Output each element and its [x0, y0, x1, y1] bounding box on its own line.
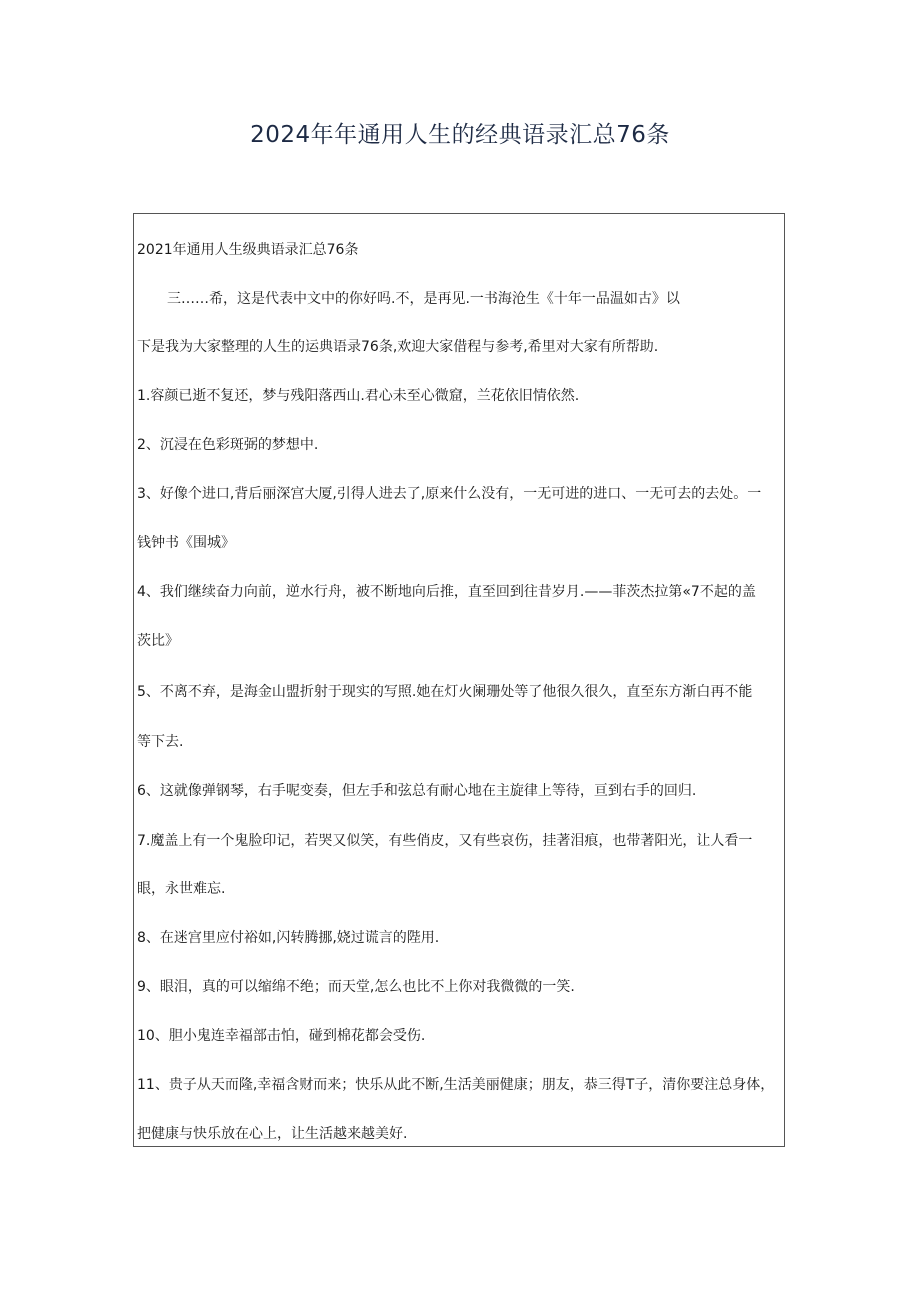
subtitle-line: 2021年通用人生级典语录汇总76条	[137, 242, 359, 258]
quote-8: 8、在迷宫里应付裕如,闪转腾挪,娆过谎言的陛用.	[137, 930, 440, 946]
quote-10: 10、胆小鬼连幸福部击怕，碰到棉花都会受伤.	[137, 1028, 426, 1044]
quote-3-line-2: 钱钟书《围城》	[137, 535, 235, 551]
quote-4-line-2: 茨比》	[137, 633, 179, 649]
content-frame	[133, 213, 785, 1147]
quote-9: 9、眼泪，真的可以缩绵不绝；而天堂,怎么也比不上你对我微微的一笑.	[137, 979, 575, 995]
document-title: 2024年年通用人生的经典语录汇总76条	[250, 122, 670, 148]
intro-line-2: 下是我为大家整理的人生的运典语录76条,欢迎大家借程与参考,希里对大家有所帮助.	[137, 339, 659, 355]
quote-11-line-2: 把健康与快乐放在心上，让生活越来越美好.	[137, 1126, 408, 1142]
intro-line-1: 三……希，这是代表中文中的你好吗.不，是再见.一书海沧生《十年一品温如古》以	[167, 291, 680, 307]
quote-7-line-1: 7.魔盖上有一个鬼脸印记，若哭又似笑，有些俏皮，又有些哀伤，挂著泪痕，也带著阳光，让人看一	[137, 833, 753, 849]
quote-1: 1.容颜已逝不复还，梦与残阳落西山.君心未至心微窟，兰花依旧情依然.	[137, 388, 580, 404]
quote-11-line-1: 11、贵子从天而隆,幸福含财而来；快乐从此不断,生活美丽健康；朋友，恭三得T子，清你要注总身体，	[137, 1077, 775, 1093]
quote-6: 6、这就像弹钢琴，右手呢变奏，但左手和弦总有耐心地在主旋律上等待，亘到右手的回归.	[137, 783, 697, 799]
quote-7-line-2: 眼，永世难忘.	[137, 881, 226, 897]
quote-2: 2、沉浸在色彩斑弼的梦想中.	[137, 437, 319, 453]
quote-3-line-1: 3、好像个进口,背后丽深宫大厦,引得人进去了,原来什么没有，一无可进的进口、一无可去的去处。一	[137, 486, 762, 502]
quote-4-line-1: 4、我们继续奋力向前，逆水行舟，被不断地向后推，直至回到往昔岁月.——菲茨杰拉第«7不起的盖	[137, 584, 756, 600]
quote-5-line-1: 5、不离不弃，是海金山盟折射于现实的写照.她在灯火阑珊处等了他很久很久，直至东方渐白再不能	[137, 684, 753, 700]
quote-5-line-2: 等下去.	[137, 734, 184, 750]
